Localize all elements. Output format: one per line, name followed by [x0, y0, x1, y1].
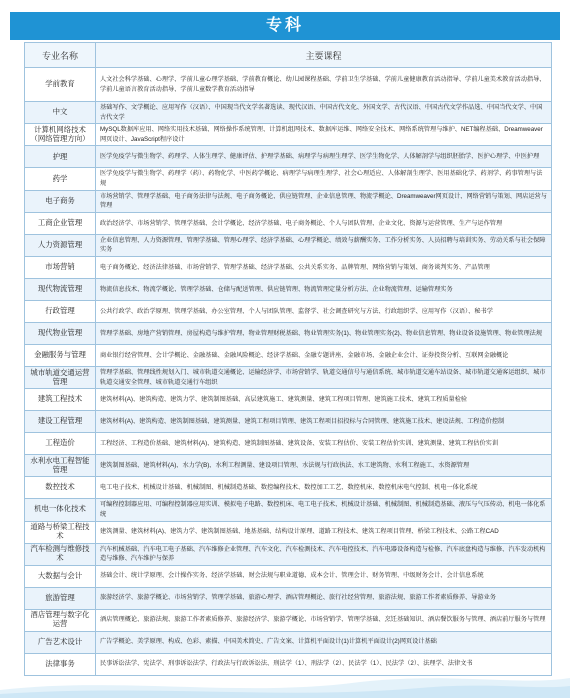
major-name: 城市轨道交通运营管理	[25, 367, 96, 389]
major-courses: 建筑制图基础、建筑材料(A)、水力学(B)、水利工程测量、建设项目管理、水法规与行政执法、水工建筑物、水利工程施工、水资源管理	[96, 455, 552, 477]
major-courses: 酒店管理概论、旅游法规、旅游工作者素质修养、旅游经济学、旅游学概论、市场营销学、管理学基础、烹饪基础知识、酒店餐饮服务与管理、酒店前厅服务与管理	[96, 609, 552, 631]
major-name: 机电一体化技术	[25, 499, 96, 521]
major-courses: 工程经济、工程造价基础、建筑材料(A)、建筑构造、建筑制图基础、建筑设备、安装工程估价、安装工程估价实训、建筑测量、建筑工程估价实训	[96, 433, 552, 455]
section-banner	[10, 12, 560, 40]
major-name: 现代物业管理	[25, 323, 96, 345]
major-courses: 电工电子技术、机械设计基础、机械制图、机械制造基础、数控编程技术、数控加工工艺、数控机床、数控机床电气控制、机电一体化系统	[96, 477, 552, 499]
major-courses: 汽车机械基础、汽车电工电子基础、汽车维修企业管理、汽车文化、汽车检测技术、汽车电控技术、汽车电器设备构造与检修、汽车底盘构造与维修、汽车发动机构造与维修、汽车维护与保养	[96, 543, 552, 565]
major-courses: 医学免疫学与微生物学、药理学、人体生理学、健康评估、护理学基础、病理学与病理生理学、医学生物化学、人体解剖学与组织胚胎学、医护心理学、中医护理	[96, 146, 552, 168]
major-courses: 建筑测量、建筑材料(A)、建筑力学、建筑制图基础、地基基础、结构设计原理、道路工程技术、建筑工程项目管理、桥梁工程技术、公路工程CAD	[96, 521, 552, 543]
major-name: 中文	[25, 102, 96, 124]
header-courses: 主要课程	[96, 43, 552, 68]
table-row	[25, 609, 552, 631]
major-name: 电子商务	[25, 190, 96, 212]
major-name: 工商企业管理	[25, 212, 96, 234]
major-courses: 电子商务概论、经济法律基础、市场营销学、管理学基础、经济学基础、公共关系实务、品牌管理、网络营销与策划、商务谈判实务、产品管理	[96, 257, 552, 279]
table-row	[25, 389, 552, 411]
major-name: 市场营销	[25, 257, 96, 279]
table-row	[25, 521, 552, 543]
major-name: 计算机网络技术（网络管理方向）	[25, 124, 96, 146]
major-courses: 政治经济学、市场营销学、管理学基础、会计学概论、经济学基础、电子商务概论、个人与团队管理、企业文化、资源与运营管理、生产与运作管理	[96, 212, 552, 234]
major-courses: 企业信息管理、人力资源管理、管理学基础、管理心理学、经济学基础、心理学概论、绩效与薪酬实务、工作分析实务、人员招聘与培训实务、劳动关系与社会保障实务	[96, 234, 552, 256]
major-courses: 可编程控制器应用、可编程控制器应用实训、模拟电子电路、数控机床、电工电子技术、机械设计基础、机械制图、机械制造基础、液压与气压传动、机电一体化系统	[96, 499, 552, 521]
major-name: 水利水电工程智能管理	[25, 455, 96, 477]
table-row	[25, 455, 552, 477]
header-major: 专业名称	[25, 43, 96, 68]
table-row	[25, 411, 552, 433]
table-header-row	[25, 43, 552, 68]
table-row	[25, 345, 552, 367]
major-name: 工程造价	[25, 433, 96, 455]
major-name: 广告艺术设计	[25, 631, 96, 653]
major-courses: 建筑材料(A)、建筑构造、建筑力学、建筑制图基础、高层建筑施工、建筑测量、建筑工程项目管理、建筑施工技术、建筑工程质量检验	[96, 389, 552, 411]
table-row	[25, 631, 552, 653]
major-name: 大数据与会计	[25, 565, 96, 587]
major-name: 旅游管理	[25, 587, 96, 609]
curriculum-table	[24, 42, 552, 676]
major-courses: 旅游经济学、旅游学概论、市场营销学、管理学基础、旅游心理学、酒店管理概论、旅行社经营管理、旅游法规、旅游工作者素质修养、导游业务	[96, 587, 552, 609]
major-name: 学前教育	[25, 68, 96, 102]
major-name: 建设工程管理	[25, 411, 96, 433]
major-courses: 物流信息技术、物流学概论、管理学基础、仓储与配送管理、供应链管理、物流管理定量分析方法、企业物流管理、运输管理实务	[96, 279, 552, 301]
major-name: 金融服务与管理	[25, 345, 96, 367]
major-courses: 基础会计、统计学原理、会计操作实务、经济学基础、财会法规与职业道德、成本会计、管理会计、财务管理、中级财务会计、会计信息系统	[96, 565, 552, 587]
major-courses: MySQL数据库应用、网络实用技术基础、网络操作系统管理、计算机组网技术、数据库运维、网络安全技术、网络系统管理与维护、NET编程基础、Dreamweaver网页设计、JavaScript程序设计	[96, 124, 552, 146]
major-courses: 商业银行经营管理、会计学概论、金融基础、金融风险概论、经济学基础、金融专题讲座、金融市场、金融企业会计、证券投资分析、互联网金融概论	[96, 345, 552, 367]
major-name: 人力资源管理	[25, 234, 96, 256]
table-body	[25, 68, 552, 676]
table-row	[25, 190, 552, 212]
table-row	[25, 257, 552, 279]
major-courses: 市场营销学、管理学基础、电子商务法律与法规、电子商务概论、供应链管理、企业信息管理、物流学概论、Dreamweaver网页设计、网络营销与策划、网店运营与管理	[96, 190, 552, 212]
major-courses: 广告学概论、美学原理、构成、色彩、素描、中国美术简史、广告文案、计算机平面设计(1)计算机平面设计(2)网页设计基础	[96, 631, 552, 653]
major-name: 法律事务	[25, 653, 96, 675]
table-row	[25, 279, 552, 301]
table-row	[25, 565, 552, 587]
major-name: 药学	[25, 168, 96, 190]
banner-title: 专科	[265, 17, 304, 34]
major-name: 现代物流管理	[25, 279, 96, 301]
table-row	[25, 212, 552, 234]
table-row	[25, 102, 552, 124]
major-courses: 管理学基础、房地产营销管理、房屋构造与维护管理、物业管理财税基础、物业管理实务(1)、物业管理实务(2)、物业信息管理、物业设备设施管理、物业管理法规	[96, 323, 552, 345]
table-row	[25, 367, 552, 389]
major-name: 护理	[25, 146, 96, 168]
table-row	[25, 477, 552, 499]
major-courses: 公共行政学、政治学原理、管理学基础、办公室管理、个人与团队管理、监督学、社会调查研究与方法、行政组织学、应用写作（汉语）、秘书学	[96, 301, 552, 323]
major-name: 数控技术	[25, 477, 96, 499]
major-name: 行政管理	[25, 301, 96, 323]
table-row	[25, 168, 552, 190]
table-row	[25, 124, 552, 146]
table-row	[25, 543, 552, 565]
major-name: 道路与桥梁工程技术	[25, 521, 96, 543]
major-name: 汽车检测与维修技术	[25, 543, 96, 565]
table-row	[25, 234, 552, 256]
major-name: 建筑工程技术	[25, 389, 96, 411]
wave-decoration	[0, 668, 570, 698]
table-row	[25, 323, 552, 345]
major-courses: 基础写作、文学概论、应用写作（汉语）、中国现当代文学名著选读、现代汉语、中国古代文化、外国文学、古代汉语、中国古代文学作品选、中国当代文学、中国古代文学	[96, 102, 552, 124]
table-row	[25, 146, 552, 168]
major-courses: 医学免疫学与微生物学、药理学（药）、药物化学、中医药学概论、病理学与病理生理学、社会心理适应、人体解剖生理学、医用基础化学、药剂学、药事管理与法规	[96, 168, 552, 190]
table-row	[25, 499, 552, 521]
major-name: 酒店管理与数字化运营	[25, 609, 96, 631]
table-row	[25, 301, 552, 323]
table-row	[25, 433, 552, 455]
major-courses: 管理学基础、管理线性规划入门、城市轨道交通概论、运输经济学、市场营销学、轨道交通信号与通信系统、城市轨道交通车站设备、城市轨道交通客运组织、城市轨道交通安全管理、城市轨道交通行车组织	[96, 367, 552, 389]
major-courses: 建筑材料(A)、建筑构造、建筑制图基础、建筑测量、建筑工程项目管理、建筑工程项目招投标与合同管理、建筑施工技术、建设法规、工程造价控制	[96, 411, 552, 433]
major-courses: 人文社会科学基础、心理学、学前儿童心理学基础、学前教育概论、幼儿园课程基础、学前卫生学基础、学前儿童健康教育活动指导、学前儿童美术教育活动指导、学前儿童语言教育活动指导、学前儿童数学教育活动指导	[96, 68, 552, 102]
table-row	[25, 587, 552, 609]
table-row	[25, 68, 552, 102]
major-courses: 民事诉讼法学、宪法学、刑事诉讼法学、行政法与行政诉讼法、刑法学（1）、刑法学（2）、民法学（1）、民法学（2）、法理学、法律文书	[96, 653, 552, 675]
